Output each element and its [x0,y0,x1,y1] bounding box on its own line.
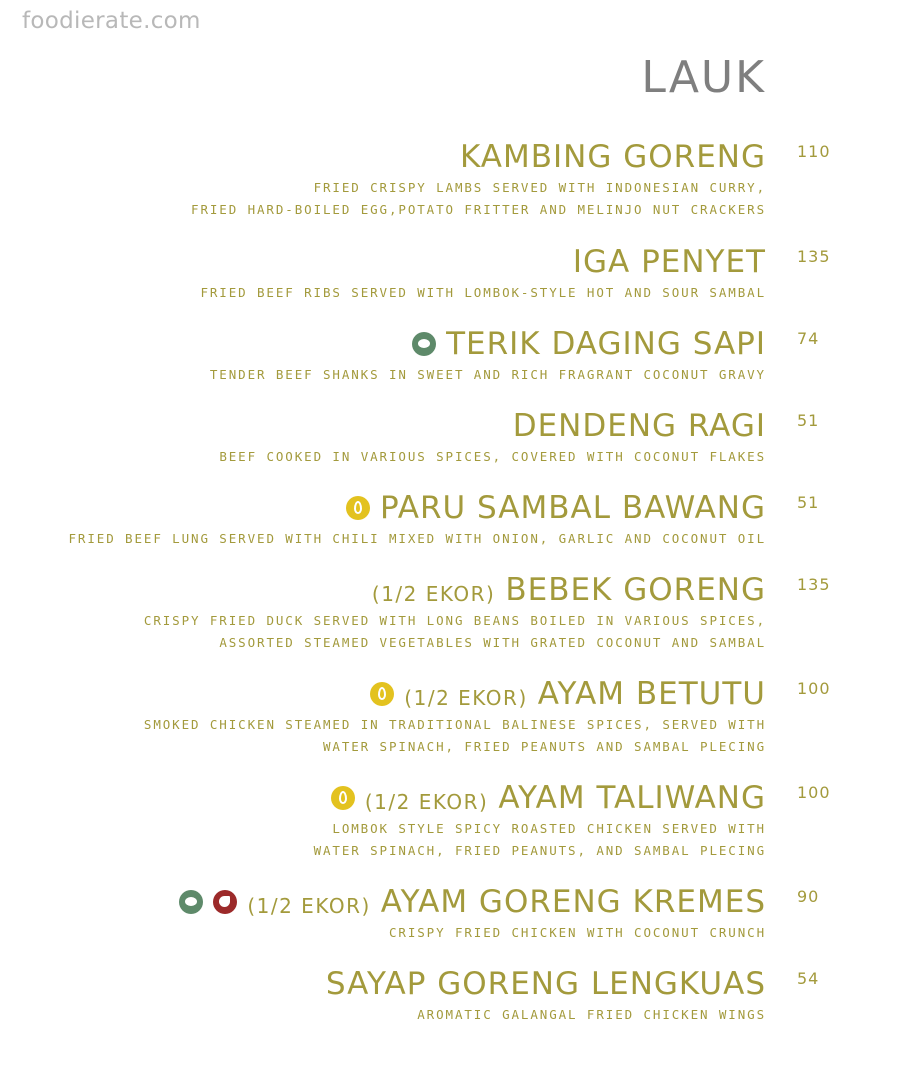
menu-item-description [46,364,766,386]
menu-item-name: KAMBING GORENG [460,139,766,175]
description-line: LOMBOK STYLE SPICY ROASTED CHICKEN SERVED WITH [332,821,766,836]
menu-item [46,325,766,386]
spicy-icon [331,786,355,810]
menu-item-name: AYAM BETUTU [537,676,766,712]
menu-item [46,675,766,758]
description-line: SMOKED CHICKEN STEAMED IN TRADITIONAL BALINESE SPICES, SERVED WITH [143,717,766,732]
menu-item-name: BEBEK GORENG [505,572,766,608]
menu-item-price: 74 [797,329,820,348]
menu-item-portion: (1/2 EKOR) [247,894,371,918]
menu-item-header [46,675,766,713]
menu-item-price: 135 [797,247,831,266]
description-line: WATER SPINACH, FRIED PEANUTS AND SAMBAL PLECING [322,739,766,754]
description-line: FRIED BEEF RIBS SERVED WITH LOMBOK-STYLE HOT AND SOUR SAMBAL [200,285,766,300]
menu-item-header [46,779,766,817]
spicy-icon [346,496,370,520]
menu-item [46,571,766,654]
menu-item-price: 110 [797,142,831,161]
menu-item-header [46,571,766,609]
menu-item-name: IGA PENYET [572,244,766,280]
menu-item-name: AYAM TALIWANG [498,780,766,816]
menu-item-price: 100 [797,783,831,802]
menu-item-portion: (1/2 EKOR) [371,582,496,606]
description-line: ASSORTED STEAMED VEGETABLES WITH GRATED COCONUT AND SAMBAL [219,635,766,650]
menu-item-name: TERIK DAGING SAPI [446,326,766,362]
menu-item-price: 54 [797,969,820,988]
menu-item-portion: (1/2 EKOR) [404,686,528,710]
site-watermark: foodierate.com [22,8,201,34]
menu-item-price: 90 [797,887,820,906]
menu-item-description [46,1004,766,1026]
menu-item-header [46,243,766,281]
description-line: FRIED CRISPY LAMBS SERVED WITH INDONESIAN CURRY, [313,180,766,195]
description-line: TENDER BEEF SHANKS IN SWEET AND RICH FRAGRANT COCONUT GRAVY [209,367,766,382]
menu-item-description [46,818,766,862]
menu-item-price: 135 [797,575,831,594]
menu-item-price: 100 [797,679,831,698]
menu-item-description [46,282,766,304]
menu-item-name: DENDENG RAGI [512,408,766,444]
menu-item [46,407,766,468]
menu-item [46,138,766,221]
menu-item-header [46,883,766,921]
menu-item-description [46,610,766,654]
menu-item-name: PARU SAMBAL BAWANG [380,490,766,526]
menu-item [46,243,766,304]
description-line: WATER SPINACH, FRIED PEANUTS, AND SAMBAL PLECING [313,843,766,858]
menu-item-header [46,325,766,363]
menu-item-description [46,177,766,221]
menu-item-portion: (1/2 EKOR) [364,790,489,814]
chef-icon [213,890,237,914]
menu-item-name: AYAM GORENG KREMES [380,884,766,920]
menu-item-header [46,138,766,176]
menu-item-description [46,714,766,758]
menu-item-price: 51 [797,411,820,430]
menu-item-header [46,965,766,1003]
spicy-icon [370,682,394,706]
veg-icon [179,890,203,914]
veg-icon [412,332,436,356]
description-line: CRISPY FRIED CHICKEN WITH COCONUT CRUNCH [388,925,766,940]
description-line: BEEF COOKED IN VARIOUS SPICES, COVERED WITH COCONUT FLAKES [219,449,766,464]
menu-item [46,489,766,550]
description-line: FRIED BEEF LUNG SERVED WITH CHILI MIXED WITH ONION, GARLIC AND COCONUT OIL [68,531,766,546]
menu-item-price: 51 [797,493,820,512]
description-line: CRISPY FRIED DUCK SERVED WITH LONG BEANS BOILED IN VARIOUS SPICES, [143,613,766,628]
section-title: LAUK [641,52,766,103]
menu-item-description [46,922,766,944]
menu-item [46,779,766,862]
menu-item-name: SAYAP GORENG LENGKUAS [325,966,766,1002]
menu-item-header [46,407,766,445]
menu-item-description [46,446,766,468]
description-line: AROMATIC GALANGAL FRIED CHICKEN WINGS [417,1007,766,1022]
menu-item [46,965,766,1026]
description-line: FRIED HARD-BOILED EGG,POTATO FRITTER AND MELINJO NUT CRACKERS [191,202,766,217]
menu-item [46,883,766,944]
menu-item-description [46,528,766,550]
menu-item-header [46,489,766,527]
